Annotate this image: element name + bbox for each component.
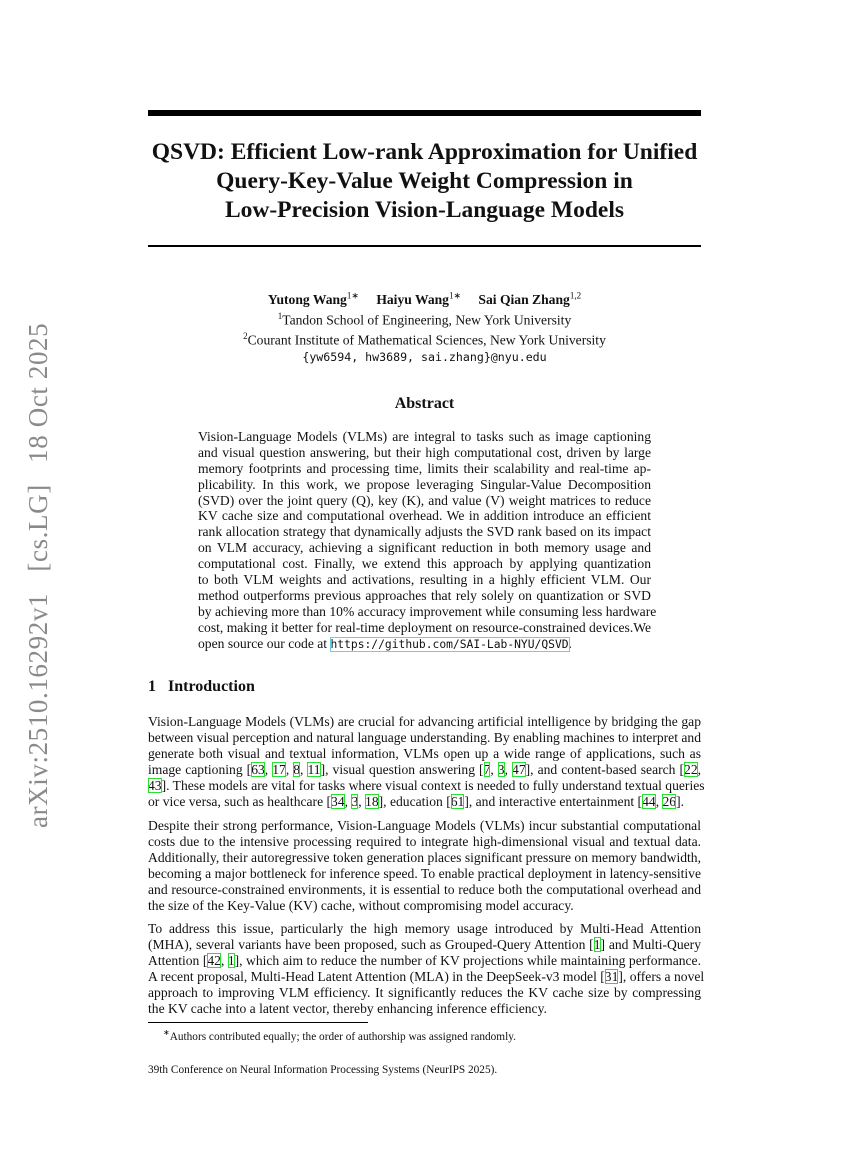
paragraph <box>148 818 701 914</box>
paragraph-line <box>148 968 705 985</box>
text-run: costs due to the intensive processing required to integrate high-dimensional visual and textual data. <box>148 833 701 849</box>
title-line: Low-Precision Vision-Language Models <box>224 197 625 223</box>
abstract-line: cost, making it better for real-time deployment on resource-constrained devices.We <box>198 619 651 635</box>
text-run: Additionally, their autoregressive token generation places significant pressure on memory bandwidth, <box>148 849 701 865</box>
text-run: generate both visual and textual information, VLMs open up a wide range of applications, such as <box>148 745 701 761</box>
citation-link[interactable]: 43 <box>148 777 162 793</box>
footnote-text: Authors contributed equally; the order of authorship was assigned randomly. <box>169 1030 516 1043</box>
text-run: ], education [ <box>378 793 451 809</box>
arxiv-id[interactable]: arXiv:2510.16292v1 <box>23 592 53 828</box>
text-run: , <box>264 761 273 777</box>
text-run: A recent proposal, Multi-Head Latent Attention (MLA) in the DeepSeek-v3 model [ <box>148 968 605 984</box>
abstract-body <box>198 429 657 651</box>
text-run: , <box>358 793 366 809</box>
footnote <box>163 1026 516 1044</box>
paragraph-line <box>148 714 701 730</box>
citation-link[interactable]: 8 <box>293 761 301 777</box>
abstract-line: rank allocation strategy that dynamically adjusts the SVD rank based on its impact <box>198 524 651 540</box>
abstract-line: on VLM accuracy, achieving a significant reduction in both memory usage and <box>198 540 651 556</box>
text-run: , <box>655 793 663 809</box>
paragraph-line <box>148 953 701 969</box>
citation-link[interactable]: 34 <box>331 793 345 809</box>
paragraph-line <box>148 921 701 937</box>
code-link[interactable]: https://github.com/SAI-Lab-NYU/QSVD <box>330 637 569 651</box>
text-run: becoming a major bottleneck for inference speed. To enable practical deployment in latency-sensitive <box>148 865 701 881</box>
title-bottom-rule <box>148 245 701 247</box>
text-run: ]. These models are vital for tasks where visual context is needed to fully understand textual queries <box>161 777 705 793</box>
venue-note: 39th Conference on Neural Information Processing Systems (NeurIPS 2025). <box>148 1064 498 1076</box>
author <box>268 292 359 307</box>
paragraph-line <box>148 834 701 850</box>
citation-link[interactable]: 63 <box>251 761 265 777</box>
abstract-line: to both VLM weights and activations, resulting in a highly efficient VLM. Our <box>198 572 651 588</box>
section-heading <box>148 678 255 696</box>
author-name: Sai Qian Zhang <box>478 291 570 307</box>
paragraph-line <box>148 777 705 794</box>
text-run: Attention [ <box>148 952 208 968</box>
paragraph-line <box>148 850 701 866</box>
citation-link[interactable]: 31 <box>604 968 619 984</box>
text-run: Despite their strong performance, Vision-Language Models (VLMs) incur substantial computational <box>148 818 701 833</box>
paragraph-line <box>148 866 701 882</box>
abstract-heading: Abstract <box>394 395 455 412</box>
text-run: Vision-Language Models (VLMs) are crucial for advancing artificial intelligence by bridging the gap <box>148 714 701 729</box>
affiliation-mark: 2 <box>243 331 248 342</box>
text-run: , <box>300 761 308 777</box>
citation-link[interactable]: 17 <box>272 761 286 777</box>
paragraph-line <box>148 985 701 1001</box>
author <box>478 292 581 307</box>
text-run: ]. <box>676 793 685 809</box>
text-run: , <box>220 952 228 968</box>
citation-link[interactable]: 47 <box>512 761 526 777</box>
author-email[interactable]: {yw6594, hw3689, sai.zhang}@nyu.edu <box>302 349 547 364</box>
text-run: the size of the Key-Value (KV) cache, without compromising model accuracy. <box>148 897 574 913</box>
abstract-text: open source our code at <box>198 635 331 651</box>
title-line: Query-Key-Value Weight Compression in <box>216 168 633 194</box>
paragraph <box>148 714 705 810</box>
abstract-text: . <box>568 635 572 651</box>
citation-link[interactable]: 42 <box>207 952 221 968</box>
abstract-last-line <box>198 636 651 652</box>
paragraph-line <box>148 882 701 898</box>
paragraph-line <box>148 898 701 914</box>
author-block <box>148 287 701 366</box>
abstract-line: Vision-Language Models (VLMs) are integral to tasks such as image captioning <box>198 429 651 444</box>
author-marks: 1∗ <box>448 290 462 300</box>
paragraph-line <box>148 1001 701 1017</box>
abstract-line: method outperforms previous approaches that rely solely on quantization or SVD <box>198 587 651 603</box>
abstract-line: memory footprints and processing time, limits their scalability and real-time ap- <box>198 460 651 476</box>
text-run: ], visual question answering [ <box>320 761 484 777</box>
text-run: approach to improving VLM efficiency. It significantly reduces the KV cache size by compressing <box>148 984 701 1000</box>
citation-link[interactable]: 1 <box>593 936 601 952</box>
text-run: , <box>697 761 702 777</box>
author <box>376 292 461 307</box>
paragraph-line <box>148 818 701 834</box>
text-run: ] and Multi-Query <box>600 936 701 952</box>
text-run: ], which aim to reduce the number of KV projections while maintaining performance. <box>234 952 701 968</box>
affiliation-text: Tandon School of Engineering, New York University <box>282 312 572 328</box>
title-line: QSVD: Efficient Low-rank Approximation for Unified <box>151 139 698 165</box>
text-run: ], offers a novel <box>618 968 705 984</box>
citation-link[interactable]: 22 <box>684 761 698 777</box>
citation-link[interactable]: 3 <box>351 793 359 809</box>
citation-link[interactable]: 3 <box>497 761 505 777</box>
author-name: Yutong Wang <box>267 291 347 307</box>
citation-link[interactable]: 18 <box>365 793 379 809</box>
abstract-line: and visual question answering, but their high computational cost, driven by large <box>198 444 651 460</box>
abstract-line: KV cache size and computational overhead. We in addition introduce an efficient <box>198 508 651 524</box>
text-run: the KV cache into a latent vector, thereby enhancing inference efficiency. <box>148 1000 547 1016</box>
text-run: ], and interactive entertainment [ <box>464 793 643 809</box>
paragraph-line <box>148 794 701 810</box>
citation-link[interactable]: 1 <box>227 952 235 968</box>
author-name: Haiyu Wang <box>376 291 449 307</box>
title-top-rule <box>148 110 701 116</box>
text-run: To address this issue, particularly the high memory usage introduced by Multi-Head Attention <box>148 921 701 936</box>
footnote-rule <box>148 1022 368 1023</box>
text-run: and resource-constrained environments, it is essential to reduce both the computational overhead and <box>148 881 701 897</box>
paragraph-line <box>148 762 701 778</box>
affiliation-text: Courant Institute of Mathematical Sciences, New York University <box>247 332 606 348</box>
paragraph <box>148 921 705 1017</box>
paragraph-line <box>148 746 701 762</box>
section-title: Introduction <box>168 678 255 695</box>
citation-link[interactable]: 11 <box>307 761 321 777</box>
text-run: (MHA), several variants have been proposed, such as Grouped-Query Attention [ <box>148 936 594 952</box>
text-run: between visual perception and natural language understanding. By enabling machines to interpret and <box>148 729 702 745</box>
footnote-mark: ∗ <box>163 1028 170 1037</box>
text-run: , <box>504 761 513 777</box>
arxiv-category: [cs.LG] <box>23 484 53 572</box>
abstract-line: plicability. In this work, we propose leveraging Singular-Value Decomposition <box>198 476 651 492</box>
paragraph-line <box>148 730 701 746</box>
text-run: image captioning [ <box>148 761 252 777</box>
abstract-line: by achieving more than 10% accuracy improvement while consuming less hardware <box>198 603 657 619</box>
abstract-line: (SVD) over the joint query (Q), key (K), and value (V) weight matrices to reduce <box>198 492 651 508</box>
arxiv-stamp <box>20 308 56 828</box>
arxiv-date: 18 Oct 2025 <box>23 322 53 463</box>
section-number: 1 <box>148 678 156 695</box>
text-run: , <box>490 761 498 777</box>
author-marks: 1∗ <box>346 290 359 300</box>
affiliation <box>148 328 701 349</box>
abstract-line: computational cost. Finally, we extend this approach by applying quantization <box>198 556 651 572</box>
text-run: , <box>344 793 352 809</box>
author-names <box>148 287 701 308</box>
paper-title <box>148 138 701 225</box>
citation-link[interactable]: 26 <box>662 793 677 809</box>
affiliation <box>148 308 701 329</box>
text-run: ], and content-based search [ <box>525 761 685 777</box>
author-marks: 1,2 <box>569 290 582 300</box>
citation-link[interactable]: 7 <box>483 761 491 777</box>
citation-link[interactable]: 44 <box>642 793 656 809</box>
text-run: or vice versa, such as healthcare [ <box>148 793 332 809</box>
paragraph-line <box>148 937 701 953</box>
affiliation-mark: 1 <box>277 310 283 321</box>
citation-link[interactable]: 61 <box>450 793 465 809</box>
text-run: , <box>285 761 294 777</box>
